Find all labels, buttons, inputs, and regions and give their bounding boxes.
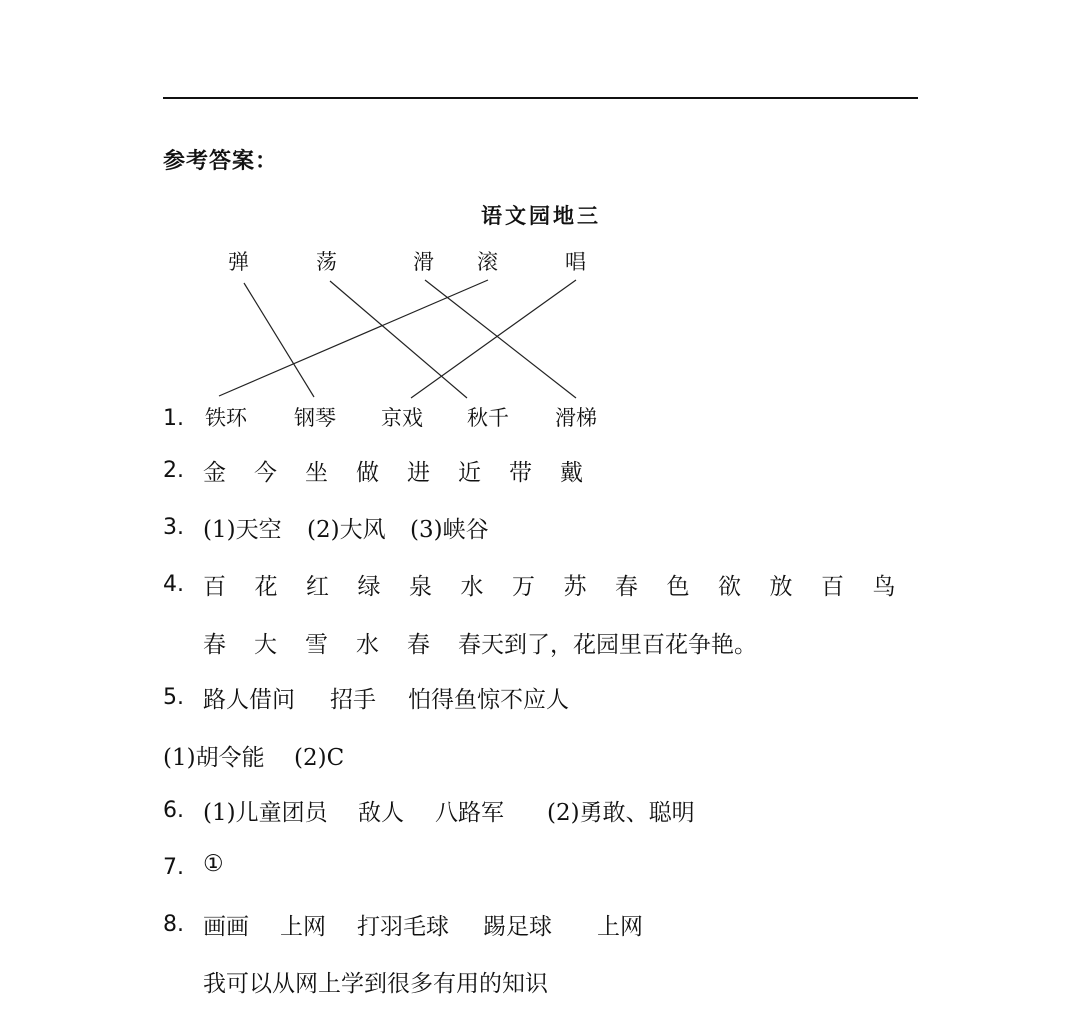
answer-char: 苏 <box>563 574 587 600</box>
line-tan-gangqin <box>244 283 314 397</box>
answer-char: 进 <box>407 460 430 486</box>
question-number: 1. <box>163 406 184 431</box>
match-top-word: 弹 <box>228 250 249 274</box>
answer-char: 放 <box>769 574 793 600</box>
question-number: 5. <box>163 685 184 710</box>
answer-char: 水 <box>356 632 379 658</box>
match-bottom-word: 滑梯 <box>555 406 597 430</box>
answer-char: 春 <box>203 632 226 658</box>
answer-char: 红 <box>306 574 329 600</box>
answer-item: 敌人 <box>358 800 404 826</box>
answer-line-5-sub <box>163 739 344 772</box>
answer-char: 百 <box>203 574 226 600</box>
answer-char: 春 <box>615 574 638 600</box>
answer-item: 怕得鱼惊不应人 <box>408 687 569 713</box>
answer-char: 花 <box>254 574 278 600</box>
line-dang-qiuqian <box>330 281 467 398</box>
match-top-word: 滚 <box>477 250 498 274</box>
question-number: 8. <box>163 912 184 937</box>
match-bottom-word: 京戏 <box>381 406 423 430</box>
answer-item: (2)大风 <box>307 517 386 543</box>
match-top-word: 滑 <box>413 250 434 274</box>
match-bottom-word: 秋千 <box>467 406 509 430</box>
answer-line-3 <box>203 511 489 544</box>
answer-char: 戴 <box>560 460 583 486</box>
answer-char: 欲 <box>718 574 741 600</box>
answer-item: 踢足球 <box>483 914 552 940</box>
answer-line-5 <box>203 681 569 714</box>
answer-item: (1)胡令能 <box>163 745 265 771</box>
match-bottom-word: 钢琴 <box>294 406 336 430</box>
answer-char: 泉 <box>409 574 432 600</box>
answer-line-6 <box>203 794 695 827</box>
line-hua-huati <box>425 280 576 398</box>
answer-line-8 <box>203 908 643 941</box>
line-chang-jingxi <box>411 280 576 398</box>
answer-char: 水 <box>460 574 484 600</box>
answer-item: (3)峡谷 <box>410 517 489 543</box>
answer-char: 色 <box>666 574 690 600</box>
answer-item: (2)勇敢、聪明 <box>547 800 695 826</box>
answer-char: 近 <box>458 460 481 486</box>
answer-char: 绿 <box>357 574 381 600</box>
answer-char: 带 <box>509 460 532 486</box>
match-top-word: 唱 <box>565 250 586 274</box>
answer-char: 春 <box>407 632 430 658</box>
question-number: 7. <box>163 855 184 880</box>
answer-item: 上网 <box>280 914 326 940</box>
answer-sentence: 春天到了，花园里百花争艳。 <box>458 632 757 658</box>
answer-heading: 参考答案： <box>163 149 279 174</box>
answer-item: 路人借问 <box>203 687 295 713</box>
line-gun-tiehuan <box>219 280 488 396</box>
answer-item: (1)儿童团员 <box>203 800 328 826</box>
answer-item: ① <box>203 851 224 877</box>
answer-char: 今 <box>254 460 277 486</box>
answer-char: 鸟 <box>872 574 896 600</box>
answer-char: 坐 <box>305 460 328 486</box>
answer-line-8-sentence <box>203 965 548 998</box>
answer-item: (2)C <box>294 745 345 771</box>
section-title: 语文园地三 <box>481 204 601 228</box>
answer-item: 画画 <box>203 914 249 940</box>
question-number: 6. <box>163 798 184 823</box>
answer-sentence: 我可以从网上学到很多有用的知识 <box>203 971 548 997</box>
match-top-word: 荡 <box>316 250 337 274</box>
answer-line-4-continued <box>203 626 757 659</box>
answer-line-4 <box>203 568 903 601</box>
question-number: 4. <box>163 572 184 597</box>
answer-item: (1)天空 <box>203 517 282 543</box>
answer-char: 百 <box>821 574 844 600</box>
answer-line-2 <box>203 454 600 487</box>
answer-item: 招手 <box>330 687 376 713</box>
answer-item: 上网 <box>597 914 643 940</box>
top-rule <box>163 97 918 99</box>
answer-char: 金 <box>203 460 226 486</box>
answer-char: 雪 <box>305 632 328 658</box>
question-number: 2. <box>163 458 184 483</box>
answer-item: 打羽毛球 <box>357 914 449 940</box>
match-bottom-word: 铁环 <box>205 406 247 430</box>
question-number: 3. <box>163 515 184 540</box>
answer-line-7 <box>203 851 224 877</box>
answer-item: 八路军 <box>435 800 504 826</box>
answer-char: 做 <box>356 460 379 486</box>
answer-char: 大 <box>254 632 277 658</box>
answer-char: 万 <box>512 574 535 600</box>
